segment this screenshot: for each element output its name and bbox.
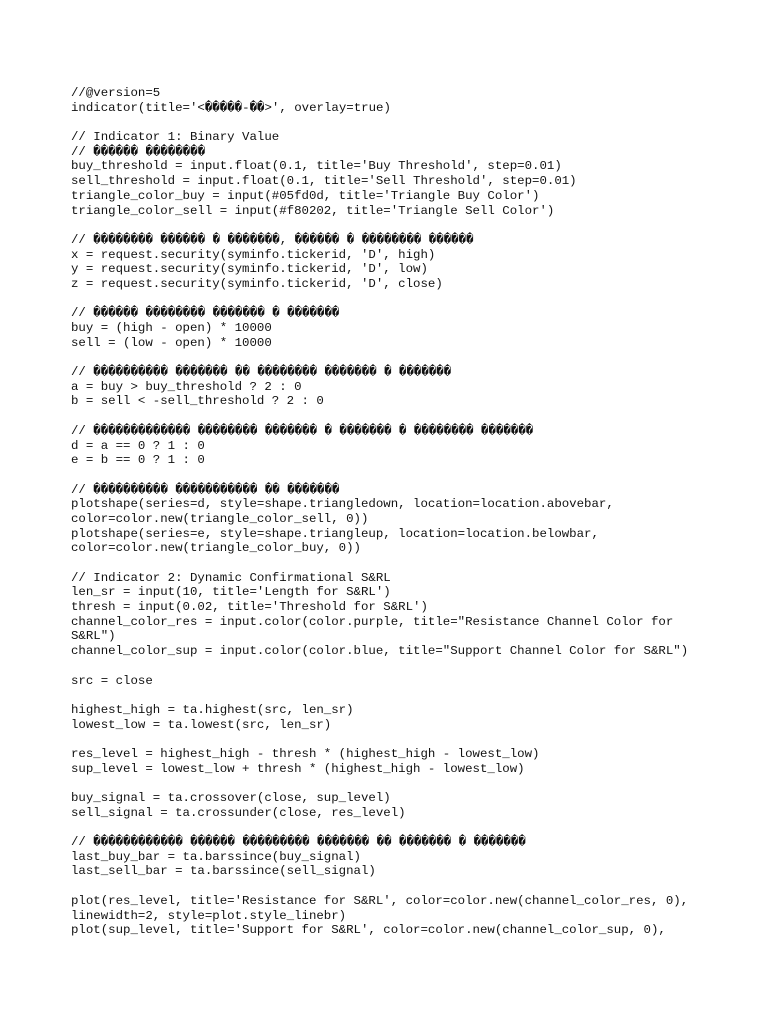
- code-line: [71, 468, 731, 483]
- code-line: res_level = highest_high - thresh * (highest_high - lowest_low): [71, 746, 540, 761]
- code-line: // ������ ��������: [71, 144, 206, 159]
- code-line: sell_signal = ta.crossunder(close, res_level): [71, 805, 406, 820]
- code-line: buy = (high - open) * 10000: [71, 321, 272, 335]
- code-line: // ������������ ������ ��������� ������� �� ������� � �������: [71, 835, 526, 850]
- code-line: [71, 732, 731, 747]
- code-line: // Indicator 2: Dynamic Confirmational S&RL: [71, 570, 391, 585]
- code-line: [71, 350, 731, 365]
- code-line: sell = (low - open) * 10000: [71, 335, 272, 350]
- code-line: thresh = input(0.02, title='Threshold for S&RL'): [71, 600, 428, 615]
- code-line: [71, 688, 731, 703]
- code-line: buy_threshold = input.float(0.1, title='Buy Threshold', step=0.01): [71, 159, 562, 174]
- code-line: [71, 776, 731, 791]
- code-line: plot(sup_level, title='Support for S&RL', color=color.new(channel_color_sup, 0),: [71, 923, 666, 938]
- code-line: src = close: [71, 673, 153, 688]
- code-line: triangle_color_buy = input(#05fd0d, title='Triangle Buy Color'): [71, 188, 540, 203]
- code-line: last_buy_bar = ta.barssince(buy_signal): [71, 849, 361, 864]
- code-line: S&RL"): [71, 629, 116, 644]
- code-line: [71, 879, 731, 894]
- code-line: sell_threshold = input.float(0.1, title='Sell Threshold', step=0.01): [71, 174, 577, 189]
- code-line: plot(res_level, title='Resistance for S&RL', color=color.new(channel_color_res, 0),: [71, 893, 689, 908]
- code-line: channel_color_res = input.color(color.purple, title="Resistance Channel Color for: [71, 614, 674, 629]
- code-line: [71, 556, 731, 571]
- code-line: // Indicator 1: Binary Value: [71, 130, 280, 145]
- code-line: z = request.security(syminfo.tickerid, 'D', close): [71, 276, 443, 291]
- code-line: e = b == 0 ? 1 : 0: [71, 453, 205, 468]
- code-line: lowest_low = ta.lowest(src, len_sr): [71, 717, 332, 732]
- code-line: x = request.security(syminfo.tickerid, 'D', high): [71, 247, 436, 262]
- code-line: [71, 659, 731, 674]
- code-line: sup_level = lowest_low + thresh * (highest_high - lowest_low): [71, 761, 525, 776]
- code-line: color=color.new(triangle_color_sell, 0)): [71, 511, 369, 526]
- code-line: highest_high = ta.highest(src, len_sr): [71, 702, 354, 717]
- code-line: indicator(title='<�����-��>', overlay=true): [71, 100, 391, 115]
- code-line: b = sell < -sell_threshold ? 2 : 0: [71, 394, 324, 409]
- code-line: d = a == 0 ? 1 : 0: [71, 438, 205, 453]
- code-line: y = request.security(syminfo.tickerid, 'D', low): [71, 262, 428, 277]
- code-line: [71, 292, 731, 307]
- code-line: color=color.new(triangle_color_buy, 0)): [71, 541, 361, 556]
- code-line: plotshape(series=d, style=shape.triangledown, location=location.abovebar,: [71, 497, 614, 512]
- code-line: [71, 820, 731, 835]
- code-line: // ������������� �������� ������� � ������� � �������� �������: [71, 423, 534, 438]
- code-line: linewidth=2, style=plot.style_linebr): [71, 908, 347, 923]
- code-line: // ���������� ����������� �� �������: [71, 482, 340, 497]
- code-line: //@version=5: [71, 86, 161, 100]
- code-line: [71, 218, 731, 233]
- code-line: [71, 115, 731, 130]
- code-line: last_sell_bar = ta.barssince(sell_signal): [71, 864, 376, 879]
- code-line: triangle_color_sell = input(#f80202, title='Triangle Sell Color'): [71, 203, 555, 218]
- code-listing: [71, 86, 731, 938]
- code-line: buy_signal = ta.crossover(close, sup_level): [71, 791, 391, 805]
- code-line: a = buy > buy_threshold ? 2 : 0: [71, 379, 302, 394]
- code-line: // �������� ������ � �������, ������ � �������� ������: [71, 232, 474, 247]
- code-line: channel_color_sup = input.color(color.blue, title="Support Channel Color for S&RL"): [71, 644, 689, 659]
- code-line: // ������ �������� ������� � �������: [71, 306, 340, 321]
- code-line: [71, 409, 731, 424]
- code-line: len_sr = input(10, title='Length for S&RL'): [71, 585, 391, 600]
- code-line: // ���������� ������� �� �������� ������� � �������: [71, 365, 452, 380]
- code-line: plotshape(series=e, style=shape.triangleup, location=location.belowbar,: [71, 526, 599, 541]
